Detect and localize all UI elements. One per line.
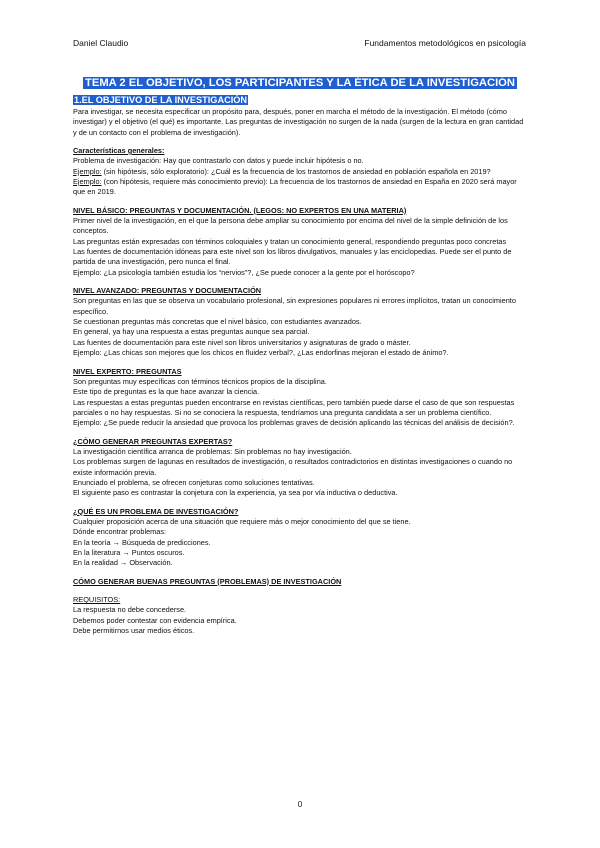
- example-1: [73, 167, 527, 177]
- experto-section: [73, 367, 527, 429]
- paragraph: El siguiente paso es contrastar la conjetura con la experiencia, ya sea por vía inductiva o deductiva.: [73, 488, 398, 498]
- paragraph: La investigación científica arranca de problemas: Sin problemas no hay investigación.: [73, 446, 352, 456]
- example-text: (con hipótesis, requiere más conocimiento previo): La frecuencia de los trastornos de ansiedad en España en 2020 será mayor que en 2019.: [73, 177, 517, 197]
- paragraph: Cualquier proposición acerca de una situación que requiere más o mejor conocimiento del que se tiene.: [73, 516, 411, 526]
- paragraph: Son preguntas muy específicas con términos técnicos propios de la disciplina.: [73, 376, 327, 386]
- header-author: Daniel Claudio: [73, 38, 129, 48]
- paragraph: Este tipo de preguntas es la que hace avanzar la ciencia.: [73, 387, 260, 397]
- document-title: [73, 76, 527, 91]
- example-label: Ejemplo:: [73, 177, 102, 186]
- basico-section: [73, 206, 527, 278]
- paragraph: Los problemas surgen de lagunas en resultados de investigación, o resultados contradictorios en distintas investigaciones o cuando no existe información previa.: [73, 457, 513, 477]
- list-item: En la teoría → Búsqueda de predicciones.: [73, 537, 211, 547]
- page-header: [0, 0, 600, 50]
- page-number: 0: [297, 800, 303, 809]
- example-text: (sin hipótesis, sólo exploratorio): ¿Cuál es la frecuencia de los trastornos de ansiedad en población española en 2019?: [101, 166, 491, 176]
- paragraph: Las fuentes de documentación idóneas para este nivel son los libros divulgativos, manuales y las enciclopedias. Puede ser el punto de partida de una investigación, pero nunca el final.: [73, 247, 512, 267]
- requisitos-heading: REQUISITOS:: [73, 595, 121, 605]
- paragraph: Las respuestas a estas preguntas pueden encontrarse en revistas científicas, pero también puede darse el caso de que son respuestas parciales o no hay respuestas. Si no se conociera la respuesta, tendríamos una pregunta candidata a ser un problema científico.: [73, 397, 515, 417]
- paragraph: Ejemplo: ¿Las chicas son mejores que los chicos en fluidez verbal?, ¿Las endorfinas mejoran el estado de ánimo?.: [73, 348, 449, 358]
- section-heading: [73, 95, 527, 106]
- list-item: Debemos poder contestar con evidencia empírica.: [73, 615, 237, 625]
- paragraph: En general, ya hay una respuesta a estas preguntas aunque sea parcial.: [73, 327, 310, 337]
- list-item: La respuesta no debe concederse.: [73, 605, 187, 615]
- section1-heading: 1.EL OBJETIVO DE LA INVESTIGACIÓN: [74, 94, 248, 105]
- avanzado-heading: NIVEL AVANZADO: PREGUNTAS Y DOCUMENTACIÓN: [73, 286, 262, 296]
- generar-section: [73, 437, 527, 499]
- paragraph: Las fuentes de documentación para este nivel son libros universitarios y asignaturas de grado o máster.: [73, 337, 411, 347]
- list-item: En la realidad → Observación.: [73, 558, 173, 568]
- section1-intro: Para investigar, se necesita especificar un propósito para, después, poner en marcha el método de la investigación. El método (cómo investigar) y el objetivo (el qué) es importante. Las preguntas de investigación no surgen de la nada (surgen de la lectura en gran cantidad y de un contacto con el problema de investigación).: [73, 106, 524, 137]
- paragraph: Enunciado el problema, se ofrecen conjeturas como soluciones tentativas.: [73, 477, 315, 487]
- paragraph: Primer nivel de la investigación, en el que la persona debe ampliar su conocimiento por encima del nivel de la simple definición de los conceptos.: [73, 216, 508, 236]
- basico-heading: NIVEL BÁSICO: PREGUNTAS Y DOCUMENTACIÓN. (LEGOS: NO EXPERTOS EN UNA MATERIA): [73, 205, 407, 215]
- buenas-heading: CÓMO GENERAR BUENAS PREGUNTAS (PROBLEMAS) DE INVESTIGACIÓN: [73, 576, 342, 586]
- list-item: Debe permitirnos usar medios éticos.: [73, 626, 195, 636]
- paragraph: Son preguntas en las que se observa un vocabulario profesional, sin expresiones populares ni errores implícitos, tratan un conocimiento específico.: [73, 296, 516, 316]
- paragraph: Ejemplo: ¿Se puede reducir la ansiedad que provoca los problemas graves de decisión aplicando las técnicas del análisis de decisión?.: [73, 418, 515, 428]
- buenas-section: [73, 577, 527, 637]
- problema-section: [73, 507, 527, 569]
- paragraph: Las preguntas están expresadas con términos coloquiales y tratan un conocimiento general, respondiendo preguntas poco concretas: [73, 236, 507, 246]
- experto-heading: NIVEL EXPERTO: PREGUNTAS: [73, 366, 182, 376]
- example-label: Ejemplo:: [73, 166, 102, 176]
- title-text: TEMA 2 EL OBJETIVO, LOS PARTICIPANTES Y LA ÉTICA DE LA INVESTIGACIÓN: [85, 77, 515, 89]
- list-item: En la literatura → Puntos oscuros.: [73, 548, 185, 557]
- problema-heading: ¿QUÉ ES UN PROBLEMA DE INVESTIGACIÓN?: [73, 506, 239, 516]
- header-subject: Fundamentos metodológicos en psicología: [364, 38, 526, 48]
- example-2: [73, 177, 527, 198]
- caracteristicas-line: Problema de investigación: Hay que contrastarlo con datos y puede incluir hipótesis o no.: [73, 156, 364, 166]
- avanzado-section: [73, 286, 527, 358]
- paragraph: Ejemplo: ¿La psicología también estudia los “nervios”?, ¿Se puede conocer a la gente por el horóscopo?: [73, 267, 415, 277]
- generar-heading: ¿CÓMO GENERAR PREGUNTAS EXPERTAS?: [73, 436, 233, 446]
- caracteristicas-section: [73, 146, 527, 198]
- caracteristicas-heading: Características generales:: [73, 145, 165, 155]
- paragraph: Dónde encontrar problemas:: [73, 527, 167, 537]
- paragraph: Se cuestionan preguntas más concretas que el nivel básico, con estudiantes avanzados.: [73, 317, 362, 327]
- document-body: [73, 76, 527, 636]
